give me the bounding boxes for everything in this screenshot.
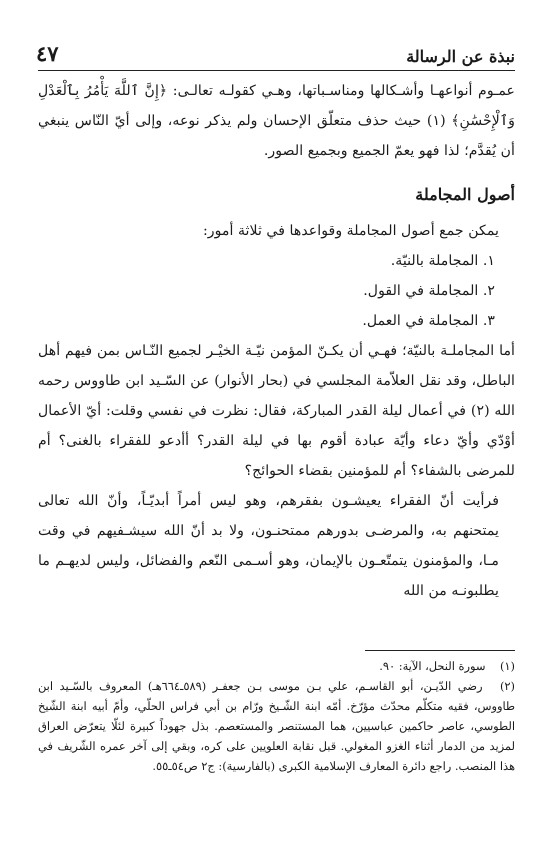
- footnote-2-mark: (٢): [499, 679, 515, 693]
- section-lead: يمكن جمع أصول المجاملة وقواعدها في ثلاثة أمور:: [202, 223, 499, 239]
- footnote-1: [38, 656, 515, 676]
- section-heading: أصول المجاملة: [415, 185, 515, 204]
- page-number: ٤٧: [36, 41, 59, 66]
- paragraph-intention: أما المجاملـة بالنيّة؛ فهـي أن يكـنّ المؤمن نيّـة الخيْـر لجميع النّـاس بمن فيهم أهل الباطل، وقد نقل العلاّمة المجلسي في (بحار الأنوار) عن السّـيد ابن طاووس رحمه الله (٢) في أعمال ليلة القدر المباركة، فقال: نظرت في نفسي وقلت: أيّ الأعمال أوْدّي وأيّ دعاء وأيّة عبادة أقوم بها في ليلة القدر؟ أأدعو للفقراء بالغنى؟ أم للمرضى بالشفاء؟ أم للمؤمنين بقضاء الحوائج؟: [38, 343, 515, 479]
- running-title: نبذة عن الرسالة: [406, 47, 515, 66]
- list-item-2: ٢. المجاملة في القول.: [363, 283, 495, 299]
- list-item-1: ١. المجاملة بالنيّة.: [390, 253, 495, 269]
- list-item-3: ٣. المجاملة في العمل.: [362, 313, 495, 329]
- footnote-1-mark: (١): [499, 659, 515, 673]
- footnote-2: [38, 676, 515, 776]
- paragraph-poor-sick: فرأيت أنّ الفقراء يعيشـون بفقرهم، وهو ليس أمراً أبديّـاً، وأنّ الله تعالى يمتحنهم به، والمرضـى بدورهم ممتحنـون، ولا بد أنّ الله سيشـفيهم في وقت مـا، والمؤمنون يتمتّعـون بالإيمان، وهو أسـمى النّعم والفضائل، وليس لديهـم ما يطلبونـه من الله: [38, 493, 499, 599]
- footnote-2-text: رضي الدّيـن، أبو القاسـم، علي بـن موسى بـن جعفـر (٥٨٩ـ٦٦٤هـ) المعروف بالسّـيد ابن طاووس، فقيه متكلّم محدّث مؤرّخ. أمّه ابنة الشّـيخ ورّام بن أبي فراس الحلّي، وأمّ أبيه ابنة الشّيخ الطوسي، عاصر حاكمين عباسيين، هما المستنصر والمستعصم. بذل جهوداً كبيرة لئلّا يتعرّض العراق لمزيد من الدمار أثناء الغزو المغولي. قبل نقابة العلويين على كره، وبقي إلى آخر عمره الشّريف في هذا المنصب. راجع دائرة المعارف الإسلامية الكبرى (بالفارسية): ج٢ ص٥٤ـ٥٥.: [38, 679, 515, 773]
- footnotes: [38, 656, 515, 776]
- footnote-1-text: سورة النحل، الآية: ٩٠.: [379, 659, 486, 673]
- main-text: [38, 76, 515, 606]
- footnote-divider: [365, 650, 515, 651]
- intro-paragraph: عمـوم أنواعهـا وأشـكالها ومناسـباتها، وهـي كقولـه تعالـى: ﴿إِنَّ ٱللَّهَ يَأْمُرُ بِٱلْعَدْلِ وَٱلْإِحْسَٰنِ﴾ (١) حيث حذف متعلّق الإحسان ولم يذكر نوعه، وإلى أيّ النّاس ينبغي أن يُقدَّم؛ لذا فهو يعمّ الجميع وبجميع الصور.: [38, 83, 515, 159]
- page-header: [36, 32, 515, 66]
- header-divider: [38, 70, 515, 71]
